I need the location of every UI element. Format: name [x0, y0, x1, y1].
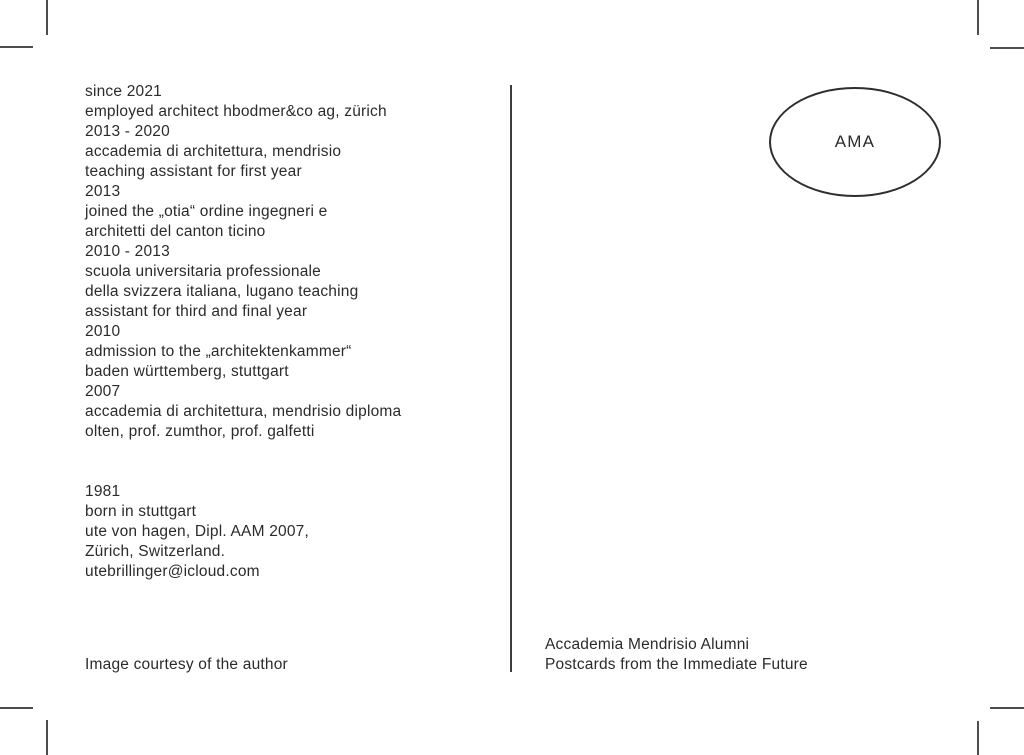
cv-line: Zürich, Switzerland.	[85, 543, 226, 560]
cv-line: 1981	[85, 483, 121, 500]
cv-line: joined the „otia“ ordine ingegneri e	[85, 203, 328, 220]
crop-mark-top-left-horizontal	[0, 46, 33, 48]
cv-line: olten, prof. zumthor, prof. galfetti	[85, 423, 315, 440]
footer-title-block	[545, 635, 808, 675]
cv-line: della svizzera italiana, lugano teaching	[85, 283, 359, 300]
cv-line: admission to the „architektenkammer“	[85, 343, 352, 360]
cv-line: teaching assistant for first year	[85, 163, 302, 180]
ama-ellipse-logo	[769, 87, 941, 197]
cv-line: 2013 - 2020	[85, 123, 170, 140]
email-text[interactable]: utebrillinger@icloud.com	[85, 563, 260, 580]
crop-mark-top-left-vertical	[46, 0, 48, 35]
cv-line: 2010 - 2013	[85, 243, 170, 260]
footer-series-title: Accademia Mendrisio Alumni	[545, 636, 750, 653]
crop-mark-bottom-right-vertical	[977, 721, 979, 755]
cv-line: assistant for third and final year	[85, 303, 308, 320]
image-credit-text: Image courtesy of the author	[85, 656, 288, 673]
crop-mark-top-right-horizontal	[990, 47, 1024, 49]
cv-line: accademia di architettura, mendrisio diploma	[85, 403, 402, 420]
footer-project-title: Postcards from the Immediate Future	[545, 656, 808, 673]
crop-mark-top-right-vertical	[977, 0, 979, 35]
cv-line: ute von hagen, Dipl. AAM 2007,	[85, 523, 310, 540]
cv-line: 2013	[85, 183, 121, 200]
cv-line: 2007	[85, 383, 121, 400]
cv-line: scuola universitaria professionale	[85, 263, 321, 280]
crop-mark-bottom-right-horizontal	[990, 707, 1024, 709]
personal-info-block	[85, 482, 309, 582]
vertical-divider-rule	[510, 85, 512, 672]
crop-mark-bottom-left-horizontal	[0, 707, 33, 709]
ama-logo-label: AMA	[834, 132, 876, 151]
cv-line: since 2021	[85, 83, 162, 100]
cv-line: employed architect hbodmer&co ag, zürich	[85, 103, 387, 120]
crop-mark-bottom-left-vertical	[46, 720, 48, 755]
cv-line: accademia di architettura, mendrisio	[85, 143, 342, 160]
career-history-block	[85, 82, 401, 442]
cv-line: architetti del canton ticino	[85, 223, 266, 240]
cv-line: 2010	[85, 323, 121, 340]
cv-line: baden württemberg, stuttgart	[85, 363, 289, 380]
cv-line: born in stuttgart	[85, 503, 197, 520]
